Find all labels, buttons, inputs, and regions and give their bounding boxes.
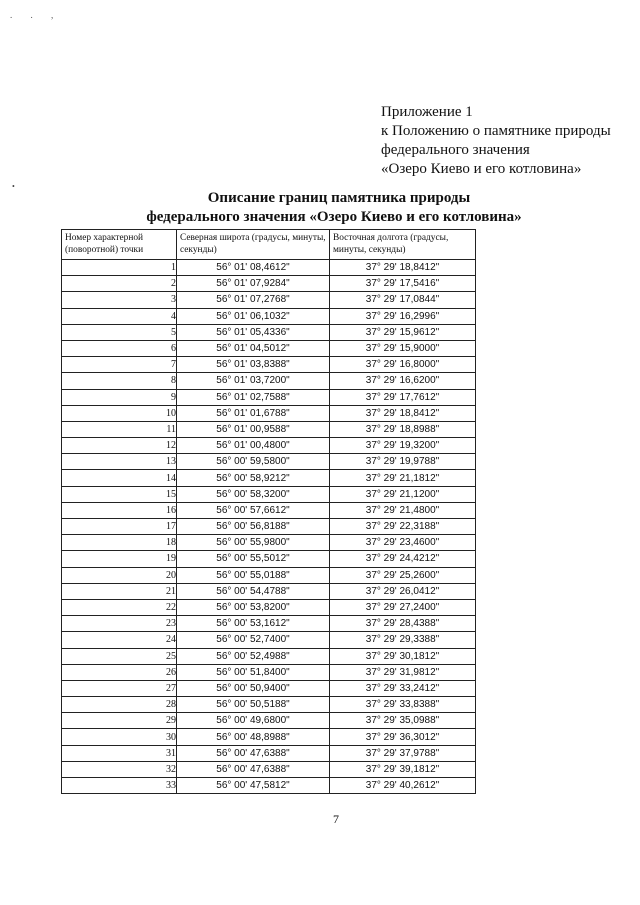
point-number-cell: 15 <box>62 486 177 502</box>
longitude-cell: 37° 29' 17,7612" <box>330 389 476 405</box>
longitude-cell: 37° 29' 37,9788" <box>330 745 476 761</box>
table-row <box>62 421 476 437</box>
longitude-cell: 37° 29' 36,3012" <box>330 729 476 745</box>
longitude-cell: 37° 29' 31,9812" <box>330 664 476 680</box>
latitude-cell: 56° 01' 07,2768" <box>177 292 330 308</box>
longitude-cell: 37° 29' 18,8412" <box>330 260 476 276</box>
longitude-cell: 37° 29' 16,6200" <box>330 373 476 389</box>
table-row <box>62 648 476 664</box>
appendix-header <box>381 103 611 179</box>
latitude-cell: 56° 01' 00,9588" <box>177 421 330 437</box>
table-row <box>62 389 476 405</box>
longitude-cell: 37° 29' 16,8000" <box>330 357 476 373</box>
latitude-cell: 56° 00' 54,4788" <box>177 583 330 599</box>
longitude-cell: 37° 29' 19,9788" <box>330 454 476 470</box>
point-number-cell: 2 <box>62 276 177 292</box>
latitude-cell: 56° 00' 59,5800" <box>177 454 330 470</box>
longitude-cell: 37° 29' 16,2996" <box>330 308 476 324</box>
table-row <box>62 697 476 713</box>
latitude-cell: 56° 01' 07,9284" <box>177 276 330 292</box>
latitude-cell: 56° 00' 53,1612" <box>177 616 330 632</box>
header-latitude: Северная широта (градусы, минуты, секунды) <box>177 230 330 260</box>
point-number-cell: 14 <box>62 470 177 486</box>
appendix-line-4: «Озеро Киево и его котловина» <box>381 161 582 177</box>
latitude-cell: 56° 00' 47,5812" <box>177 778 330 794</box>
longitude-cell: 37° 29' 23,4600" <box>330 535 476 551</box>
point-number-cell: 1 <box>62 260 177 276</box>
longitude-cell: 37° 29' 29,3388" <box>330 632 476 648</box>
latitude-cell: 56° 00' 57,6612" <box>177 502 330 518</box>
longitude-cell: 37° 29' 15,9612" <box>330 324 476 340</box>
latitude-cell: 56° 01' 01,6788" <box>177 405 330 421</box>
latitude-cell: 56° 01' 05,4336" <box>177 324 330 340</box>
point-number-cell: 31 <box>62 745 177 761</box>
longitude-cell: 37° 29' 26,0412" <box>330 583 476 599</box>
latitude-cell: 56° 00' 58,9212" <box>177 470 330 486</box>
table-row <box>62 357 476 373</box>
table-row <box>62 583 476 599</box>
appendix-line-3: федерального значения <box>381 142 530 158</box>
longitude-cell: 37° 29' 21,4800" <box>330 502 476 518</box>
page-number: 7 <box>333 812 339 826</box>
latitude-cell: 56° 00' 53,8200" <box>177 599 330 615</box>
point-number-cell: 32 <box>62 761 177 777</box>
latitude-cell: 56° 00' 52,4988" <box>177 648 330 664</box>
header-point-number: Номер характерной (поворотной) точки <box>62 230 177 260</box>
longitude-cell: 37° 29' 33,2412" <box>330 680 476 696</box>
table-row <box>62 373 476 389</box>
table-row <box>62 664 476 680</box>
table-row <box>62 260 476 276</box>
table-row <box>62 745 476 761</box>
point-number-cell: 24 <box>62 632 177 648</box>
table-row <box>62 502 476 518</box>
latitude-cell: 56° 01' 03,8388" <box>177 357 330 373</box>
point-number-cell: 33 <box>62 778 177 794</box>
latitude-cell: 56° 00' 49,6800" <box>177 713 330 729</box>
longitude-cell: 37° 29' 21,1812" <box>330 470 476 486</box>
table-row <box>62 551 476 567</box>
table-row <box>62 276 476 292</box>
table-row <box>62 405 476 421</box>
longitude-cell: 37° 29' 40,2612" <box>330 778 476 794</box>
point-number-cell: 3 <box>62 292 177 308</box>
title-line-1: Описание границ памятника природы <box>207 190 471 206</box>
point-number-cell: 17 <box>62 519 177 535</box>
point-number-cell: 4 <box>62 308 177 324</box>
longitude-cell: 37° 29' 21,1200" <box>330 486 476 502</box>
table-row <box>62 308 476 324</box>
point-number-cell: 23 <box>62 616 177 632</box>
point-number-cell: 6 <box>62 340 177 356</box>
scan-specks: . . , <box>10 10 62 20</box>
latitude-cell: 56° 00' 50,5188" <box>177 697 330 713</box>
point-number-cell: 20 <box>62 567 177 583</box>
point-number-cell: 29 <box>62 713 177 729</box>
table-row <box>62 632 476 648</box>
longitude-cell: 37° 29' 39,1812" <box>330 761 476 777</box>
longitude-cell: 37° 29' 27,2400" <box>330 599 476 615</box>
latitude-cell: 56° 00' 51,8400" <box>177 664 330 680</box>
latitude-cell: 56° 01' 04,5012" <box>177 340 330 356</box>
point-number-cell: 22 <box>62 599 177 615</box>
table-row <box>62 454 476 470</box>
longitude-cell: 37° 29' 19,3200" <box>330 438 476 454</box>
table-row <box>62 616 476 632</box>
table-row <box>62 470 476 486</box>
latitude-cell: 56° 00' 48,8988" <box>177 729 330 745</box>
latitude-cell: 56° 00' 52,7400" <box>177 632 330 648</box>
latitude-cell: 56° 01' 00,4800" <box>177 438 330 454</box>
point-number-cell: 13 <box>62 454 177 470</box>
table-row <box>62 567 476 583</box>
longitude-cell: 37° 29' 17,0844" <box>330 292 476 308</box>
longitude-cell: 37° 29' 22,3188" <box>330 519 476 535</box>
latitude-cell: 56° 00' 56,8188" <box>177 519 330 535</box>
latitude-cell: 56° 01' 02,7588" <box>177 389 330 405</box>
point-number-cell: 7 <box>62 357 177 373</box>
table-row <box>62 340 476 356</box>
latitude-cell: 56° 00' 55,9800" <box>177 535 330 551</box>
latitude-cell: 56° 00' 47,6388" <box>177 761 330 777</box>
table-row <box>62 486 476 502</box>
document-title <box>0 189 640 227</box>
table-row <box>62 778 476 794</box>
point-number-cell: 12 <box>62 438 177 454</box>
table-row <box>62 761 476 777</box>
latitude-cell: 56° 00' 55,5012" <box>177 551 330 567</box>
latitude-cell: 56° 00' 55,0188" <box>177 567 330 583</box>
longitude-cell: 37° 29' 24,4212" <box>330 551 476 567</box>
latitude-cell: 56° 01' 03,7200" <box>177 373 330 389</box>
point-number-cell: 25 <box>62 648 177 664</box>
point-number-cell: 10 <box>62 405 177 421</box>
header-longitude: Восточная долгота (градусы, минуты, секунды) <box>330 230 476 260</box>
point-number-cell: 16 <box>62 502 177 518</box>
coordinates-table <box>61 229 476 794</box>
longitude-cell: 37° 29' 30,1812" <box>330 648 476 664</box>
title-line-2: федерального значения «Озеро Киево и его котловина» <box>146 209 522 225</box>
latitude-cell: 56° 00' 58,3200" <box>177 486 330 502</box>
point-number-cell: 27 <box>62 680 177 696</box>
point-number-cell: 11 <box>62 421 177 437</box>
longitude-cell: 37° 29' 28,4388" <box>330 616 476 632</box>
table-row <box>62 729 476 745</box>
longitude-cell: 37° 29' 18,8412" <box>330 405 476 421</box>
scan-speck: • <box>12 182 15 191</box>
table-row <box>62 324 476 340</box>
table-header-row <box>62 230 476 260</box>
latitude-cell: 56° 00' 47,6388" <box>177 745 330 761</box>
longitude-cell: 37° 29' 35,0988" <box>330 713 476 729</box>
latitude-cell: 56° 01' 08,4612" <box>177 260 330 276</box>
latitude-cell: 56° 00' 50,9400" <box>177 680 330 696</box>
longitude-cell: 37° 29' 25,2600" <box>330 567 476 583</box>
point-number-cell: 8 <box>62 373 177 389</box>
table-row <box>62 535 476 551</box>
table-row <box>62 438 476 454</box>
point-number-cell: 26 <box>62 664 177 680</box>
longitude-cell: 37° 29' 15,9000" <box>330 340 476 356</box>
longitude-cell: 37° 29' 33,8388" <box>330 697 476 713</box>
appendix-line-1: Приложение 1 <box>381 104 473 120</box>
latitude-cell: 56° 01' 06,1032" <box>177 308 330 324</box>
table-row <box>62 292 476 308</box>
longitude-cell: 37° 29' 18,8988" <box>330 421 476 437</box>
table-row <box>62 680 476 696</box>
point-number-cell: 30 <box>62 729 177 745</box>
point-number-cell: 5 <box>62 324 177 340</box>
point-number-cell: 18 <box>62 535 177 551</box>
point-number-cell: 19 <box>62 551 177 567</box>
longitude-cell: 37° 29' 17,5416" <box>330 276 476 292</box>
table-row <box>62 713 476 729</box>
point-number-cell: 28 <box>62 697 177 713</box>
point-number-cell: 9 <box>62 389 177 405</box>
table-body <box>62 260 476 794</box>
appendix-line-2: к Положению о памятнике природы <box>381 123 611 139</box>
table-row <box>62 599 476 615</box>
table-row <box>62 519 476 535</box>
point-number-cell: 21 <box>62 583 177 599</box>
